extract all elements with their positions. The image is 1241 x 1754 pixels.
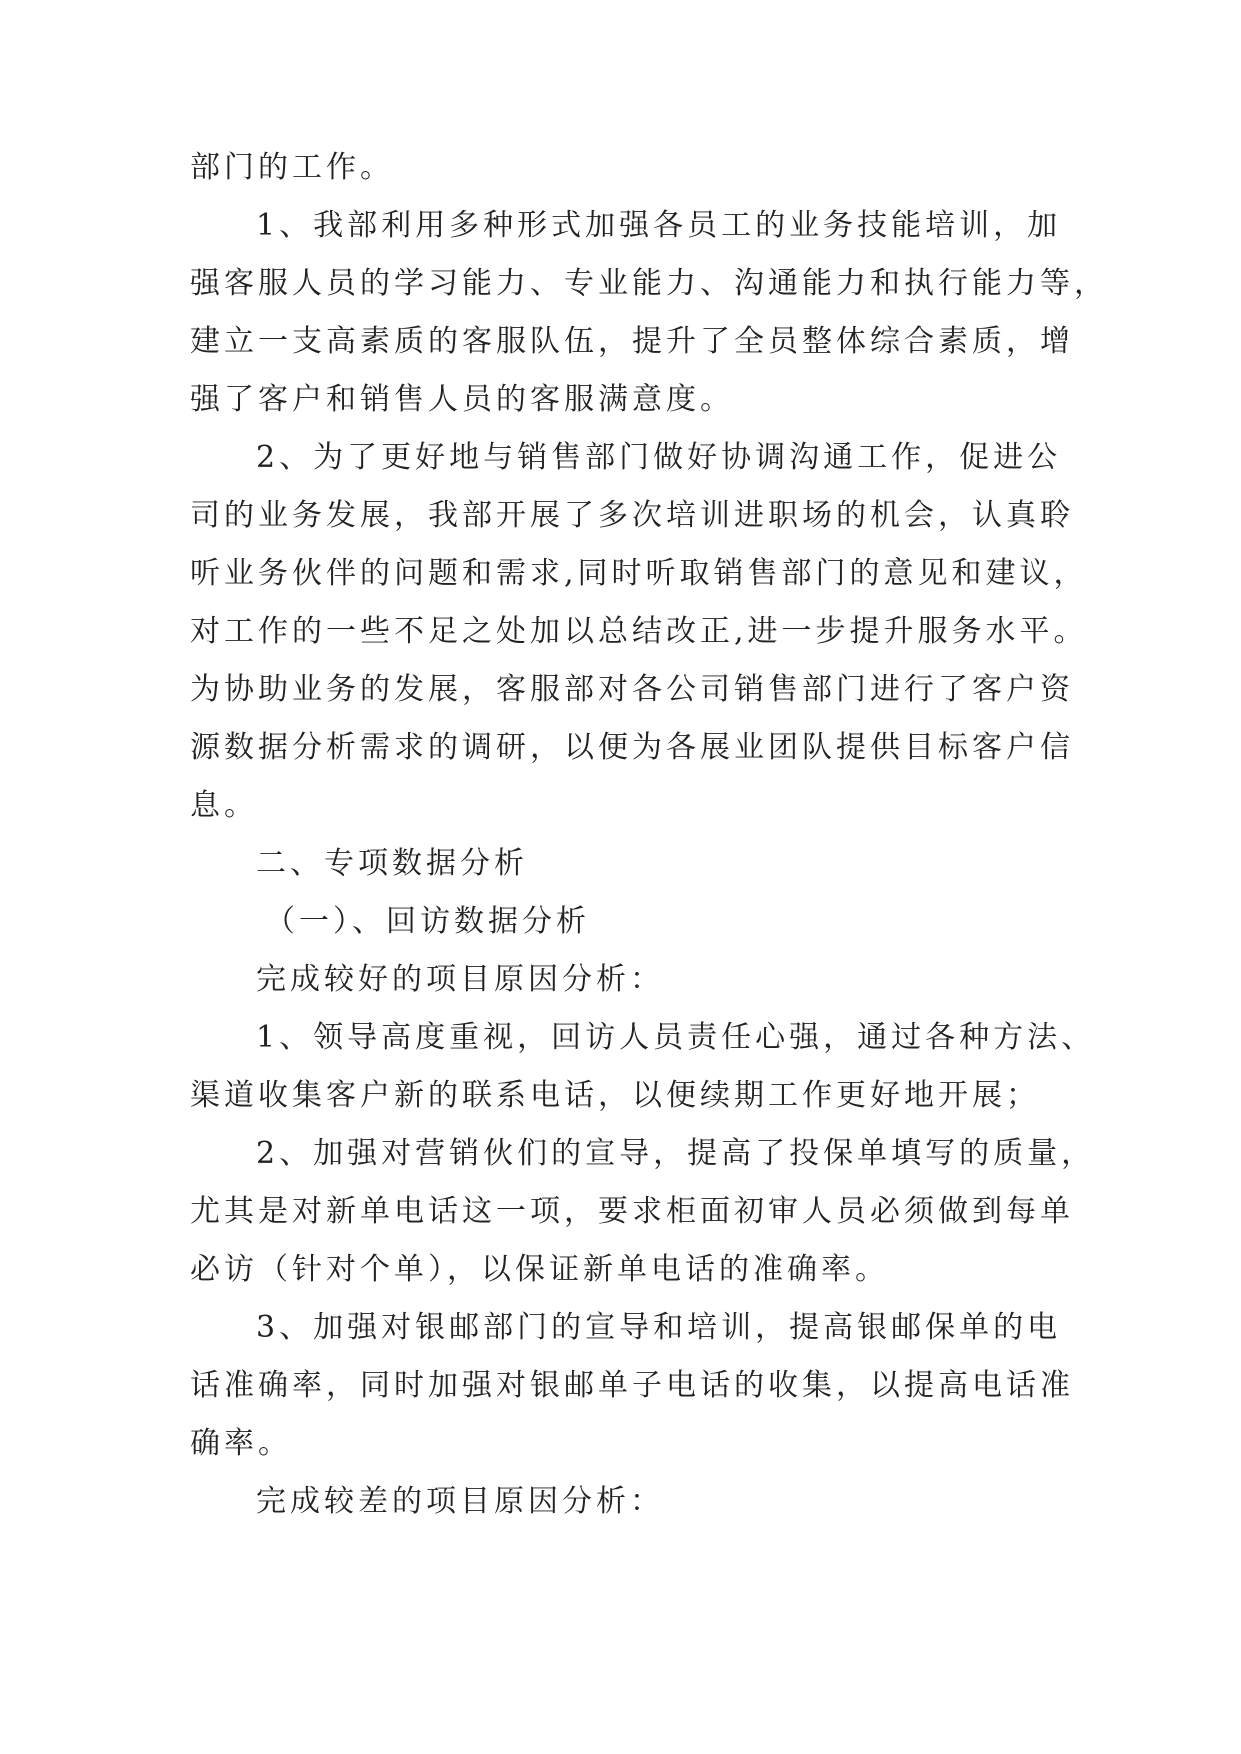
text-line: 对工作的一些不足之处加以总结改正,进一步提升服务水平。 [190,614,1088,649]
text-line: 为协助业务的发展，客服部对各公司销售部门进行了客户资 [190,672,1074,707]
text-line: 强客服人员的学习能力、专业能力、沟通能力和执行能力等， [190,266,1108,301]
section-heading: 二、专项数据分析 [256,846,528,881]
text-line: 话准确率，同时加强对银邮单子电话的收集，以提高电话准 [190,1368,1074,1403]
text-line: 源数据分析需求的调研，以便为各展业团队提供目标客户信 [190,730,1074,765]
text-line: 2、为了更好地与销售部门做好协调沟通工作，促进公 [256,440,1062,475]
text-line: 必访（针对个单），以保证新单电话的准确率。 [190,1252,889,1287]
subsection-heading: （一）、回访数据分析 [265,904,590,939]
text-line: 司的业务发展，我部开展了多次培训进职场的机会，认真聆 [190,498,1074,533]
text-line: 听业务伙伴的问题和需求,同时听取销售部门的意见和建议， [190,556,1088,591]
text-line: 息。 [190,788,258,823]
text-line: 确率。 [190,1426,292,1461]
text-line: 3、加强对银邮部门的宣导和培训，提高银邮保单的电 [256,1310,1062,1345]
text-line: 完成较好的项目原因分析： [256,962,664,997]
text-line: 强了客户和销售人员的客服满意度。 [190,382,734,417]
text-line: 1、领导高度重视，回访人员责任心强，通过各种方法、 [256,1020,1096,1055]
text-line: 部门的工作。 [190,150,394,185]
text-line: 建立一支高素质的客服队伍，提升了全员整体综合素质，增 [190,324,1074,359]
text-line: 完成较差的项目原因分析： [256,1484,664,1519]
text-line: 尤其是对新单电话这一项，要求柜面初审人员必须做到每单 [190,1194,1074,1229]
text-line: 渠道收集客户新的联系电话，以便续期工作更好地开展； [190,1078,1040,1113]
text-line: 2、加强对营销伙们的宣导，提高了投保单填写的质量， [256,1136,1096,1171]
text-line: 1、我部利用多种形式加强各员工的业务技能培训，加 [256,208,1062,243]
